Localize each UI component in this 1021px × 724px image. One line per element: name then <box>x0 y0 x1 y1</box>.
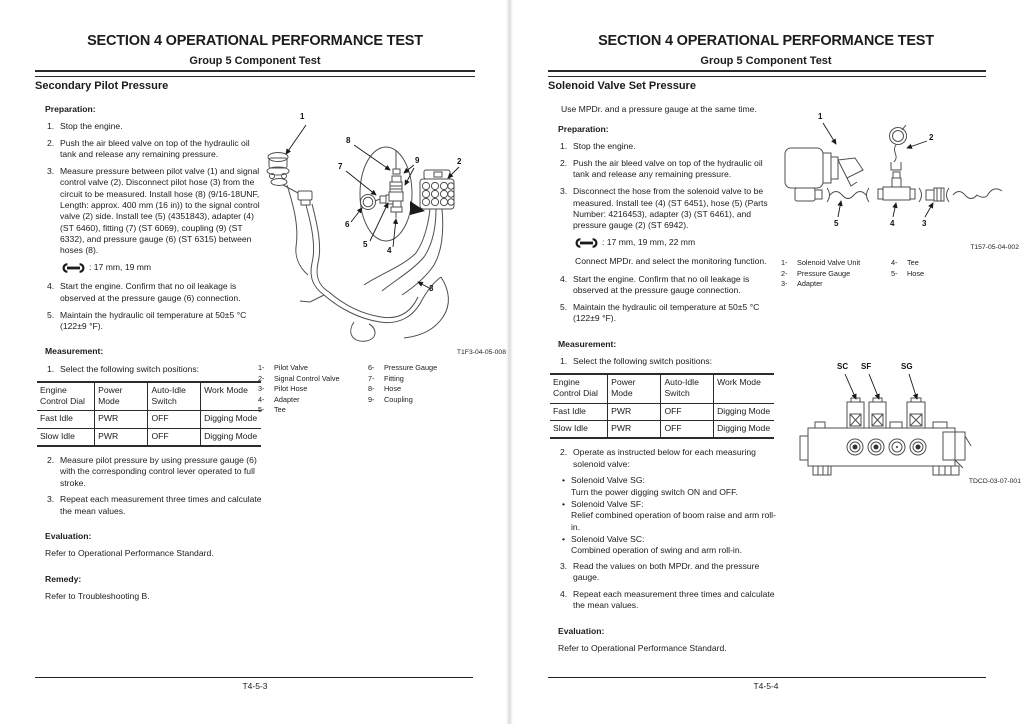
legend-label: Fitting <box>384 373 404 383</box>
table-row <box>37 428 261 446</box>
solenoid-coil-sf <box>869 398 886 428</box>
step-text: Select the following switch positions: <box>573 356 713 367</box>
prep-step <box>560 141 776 152</box>
step-text: Select the following switch positions: <box>60 363 200 374</box>
step-text: Maintain the hydraulic oil temperature at 50±5 °C (122±9 °F). <box>60 309 247 332</box>
bullet-text: Relief combined operation of boom raise and arm roll-in. <box>571 510 776 532</box>
table-row <box>37 411 261 428</box>
step-text: Repeat each measurement three times and calculate the mean values. <box>573 589 775 611</box>
table-row <box>550 403 774 420</box>
prep-step <box>560 302 776 325</box>
step-text: Measure pressure between pilot valve (1) and signal control valve (2). Disconnect pilot hose (3) from the circuit to be measured. Install hose (8) (9/16-18UNF, Length: approx. 400 mm (16 in)) to the signal control valve (2) side. Install tee (5) (4351843), adapter (4) (ST 6460), fitting (7) (ST 6069), coupling (9) (ST 6332), and pressure gauge (6) (ST 6315) between hoses (8). <box>60 165 260 256</box>
page-header <box>0 33 510 67</box>
legend-label: Signal Control Valve <box>274 373 340 383</box>
switch-position-table <box>550 373 774 439</box>
step-text: Measure pilot pressure by using pressure gauge (6) with the corresponding control lever operated to full stroke. <box>60 454 257 488</box>
prep-step <box>560 158 776 181</box>
legend-label: Adapter <box>797 279 823 289</box>
col-header-power-mode: Power Mode <box>608 374 661 403</box>
evaluation-text: Refer to Operational Performance Standard. <box>45 548 214 559</box>
pilot-pressure-figure <box>254 95 506 416</box>
callout-6: 6 <box>345 220 350 229</box>
solenoid-unit-figure <box>795 356 1021 485</box>
callout-1: 1 <box>818 112 823 121</box>
legend-label: Hose <box>907 268 925 278</box>
remedy-text: Refer to Troubleshooting B. <box>45 591 150 602</box>
legend-num: 2- <box>781 268 788 278</box>
step-text: Stop the engine. <box>573 141 636 152</box>
prep-step <box>47 310 263 333</box>
step-number: 2. <box>47 137 55 148</box>
col-header-auto-idle-switch: Auto-Idle Switch <box>148 382 201 411</box>
cell: Digging Mode <box>201 411 261 428</box>
topic-title: Solenoid Valve Set Pressure <box>548 80 696 92</box>
measure-step <box>47 364 263 375</box>
cell: OFF <box>148 428 201 446</box>
step-number: 1. <box>47 363 55 374</box>
legend-num: 3- <box>258 384 265 394</box>
label-sc: SC <box>837 362 849 371</box>
legend-num: 3- <box>781 279 788 289</box>
connect-mpdr-note: Connect MPDr. and select the monitoring function. <box>575 256 767 267</box>
legend-num: 8- <box>368 384 375 394</box>
step-text: Maintain the hydraulic oil temperature at 50±5 °C (122±9 °F). <box>573 301 760 324</box>
legend-num: 2- <box>258 373 265 383</box>
legend-label: Tee <box>907 258 919 267</box>
cell: Fast Idle <box>37 411 95 428</box>
step-text: Disconnect the hose from the solenoid valve to be measured. Install tee (4) (ST 6451), hose (5) (Parts Number: 4216453), adapter (3) (ST 6461), and pressure gauge (2) (ST 6942). <box>573 186 768 231</box>
step-text: Start the engine. Confirm that no oil leakage is observed at the pressure gauge connection. <box>573 273 750 296</box>
intro-text: Use MPDr. and a pressure gauge at the same time. <box>561 103 757 114</box>
footer-rule <box>35 677 473 678</box>
step-number: 3. <box>560 186 568 197</box>
callout-7: 7 <box>338 162 343 171</box>
cell: PWR <box>608 403 661 420</box>
prep-step <box>47 138 263 161</box>
legend-num: 6- <box>368 363 375 372</box>
table-header-row <box>37 382 261 411</box>
measure-step <box>560 356 776 367</box>
group-header-subtitle: Group 5 Component Test <box>700 55 832 67</box>
pilot-pressure-diagram <box>254 95 504 347</box>
page-number: T4-5-3 <box>242 681 268 691</box>
step-number: 4. <box>47 281 55 292</box>
legend-col-1 <box>258 363 368 416</box>
cell: Slow Idle <box>550 420 608 438</box>
solenoid-unit-diagram <box>795 356 1015 476</box>
table-row <box>550 420 774 438</box>
step-number: 2. <box>560 158 568 169</box>
legend-num: 5- <box>891 268 898 278</box>
callout-2: 2 <box>929 133 934 142</box>
wrench-icon <box>62 263 85 273</box>
legend-label: Hose <box>384 384 402 394</box>
evaluation-text: Refer to Operational Performance Standard. <box>558 643 727 654</box>
cell: OFF <box>148 411 201 428</box>
legend-label: Pilot Hose <box>274 384 308 394</box>
col-header-engine-control-dial: Engine Control Dial <box>550 374 608 403</box>
bullet-title: Solenoid Valve SC: <box>571 534 645 545</box>
step-number: 1. <box>560 356 568 367</box>
measure-step <box>560 561 776 584</box>
switch-position-table <box>37 381 261 447</box>
cell: PWR <box>95 428 148 446</box>
bullet-title: Solenoid Valve SF: <box>571 499 644 510</box>
callout-1: 1 <box>300 112 305 121</box>
legend-num: 5- <box>258 405 265 415</box>
legend-num: 4- <box>891 258 898 267</box>
legend-col-2 <box>368 363 506 416</box>
legend-label: Pressure Gauge <box>384 363 438 372</box>
header-double-rule <box>35 70 475 77</box>
step-number: 1. <box>560 141 568 152</box>
topic-title: Secondary Pilot Pressure <box>35 80 169 92</box>
measurement-label: Measurement: <box>45 346 104 357</box>
measure-step <box>560 589 776 612</box>
step-number: 5. <box>560 301 568 312</box>
solenoid-valve-sg-item <box>562 475 776 498</box>
prep-step <box>47 281 263 304</box>
step-number: 4. <box>560 273 568 284</box>
callout-4: 4 <box>890 219 895 228</box>
page-number: T4-5-4 <box>753 681 779 691</box>
page-seam <box>506 0 513 724</box>
callout-3: 3 <box>429 284 434 293</box>
label-sg: SG <box>901 362 913 371</box>
cell: Digging Mode <box>717 422 771 433</box>
legend-num: 4- <box>258 394 265 404</box>
evaluation-label: Evaluation: <box>558 625 605 636</box>
solenoid-coil-sg <box>907 398 925 428</box>
step-number: 1. <box>47 120 55 131</box>
prep-step <box>47 121 263 132</box>
manual-page-left <box>0 0 510 724</box>
wrench-icon <box>575 238 598 248</box>
remedy-label: Remedy: <box>45 573 82 584</box>
cell: Slow Idle <box>37 428 95 446</box>
col-header-auto-idle-switch: Auto-Idle Switch <box>661 374 714 403</box>
cell: Digging Mode <box>714 403 774 420</box>
measurement-label: Measurement: <box>558 338 617 349</box>
prep-step <box>560 274 776 297</box>
measure-step <box>560 447 776 470</box>
evaluation-label: Evaluation: <box>45 531 92 542</box>
step-text: Repeat each measurement three times and calculate the mean values. <box>60 494 262 516</box>
cell: PWR <box>95 411 148 428</box>
legend-label: Pilot Valve <box>274 363 308 372</box>
step-number: 5. <box>47 309 55 320</box>
figure-legend <box>254 363 506 416</box>
step-text: Start the engine. Confirm that no oil leakage is observed at the pressure gauge (6) connection. <box>60 281 241 303</box>
figure-code: TDCD-03-07-001 <box>968 478 1021 485</box>
legend-label: Adapter <box>274 394 300 404</box>
legend-label: Solenoid Valve Unit <box>797 258 861 267</box>
callout-8: 8 <box>346 136 351 145</box>
step-text: Push the air bleed valve on top of the hydraulic oil tank and release any remaining pressure. <box>60 137 250 160</box>
col-header-work-mode: Work Mode <box>714 374 774 403</box>
measure-step <box>47 455 263 489</box>
footer-rule <box>548 677 986 678</box>
solenoid-coil-sc <box>847 398 864 428</box>
cell: OFF <box>661 403 714 420</box>
step-number: 2. <box>560 447 568 458</box>
manual-page-right <box>511 0 1021 724</box>
wrench-sizes: : 17 mm, 19 mm, 22 mm <box>602 237 696 248</box>
figure-code: T1F3-04-05-008 <box>456 349 506 356</box>
callout-9: 9 <box>415 156 420 165</box>
group-header-subtitle: Group 5 Component Test <box>189 55 321 67</box>
callout-3: 3 <box>922 219 927 228</box>
figure-code: T157-05-04-002 <box>970 244 1019 251</box>
legend-label: Pressure Gauge <box>797 268 851 278</box>
step-number: 3. <box>47 494 55 505</box>
step-text: Operate as instructed below for each measuring solenoid valve: <box>573 447 756 469</box>
step-text: Stop the engine. <box>60 120 123 131</box>
legend-col-2 <box>891 258 1019 290</box>
wrench-sizes: : 17 mm, 19 mm <box>89 262 152 273</box>
solenoid-valve-sc-item <box>562 534 776 557</box>
legend-label: Coupling <box>384 394 413 404</box>
callout-2: 2 <box>457 157 462 166</box>
measure-step <box>47 494 263 517</box>
cell: Fast Idle <box>550 403 608 420</box>
cell: OFF <box>661 420 714 438</box>
preparation-label: Preparation: <box>558 123 609 134</box>
bullet-marker: • <box>562 475 566 486</box>
wrench-size-note <box>62 262 263 273</box>
col-header-work-mode: Work Mode <box>201 382 261 411</box>
bullet-marker: • <box>562 534 566 545</box>
prep-step <box>47 166 263 257</box>
legend-num: 1- <box>258 363 265 372</box>
solenoid-hookup-figure <box>777 100 1019 290</box>
callout-5: 5 <box>834 219 839 228</box>
step-number: 3. <box>560 560 568 571</box>
cell: Digging Mode <box>204 430 258 441</box>
cell: PWR <box>608 420 661 438</box>
section-header-title: SECTION 4 OPERATIONAL PERFORMANCE TEST <box>598 33 934 49</box>
section-header-title: SECTION 4 OPERATIONAL PERFORMANCE TEST <box>87 33 423 49</box>
legend-label: Tee <box>274 405 286 415</box>
legend-col-1 <box>781 258 891 290</box>
page-header <box>511 33 1021 67</box>
text-column <box>35 79 263 609</box>
step-number: 3. <box>47 165 55 176</box>
solenoid-valve-sf-item <box>562 499 776 533</box>
solenoid-hookup-diagram <box>777 100 1017 242</box>
wrench-size-note <box>575 237 776 248</box>
col-header-power-mode: Power Mode <box>95 382 148 411</box>
table-header-row <box>550 374 774 403</box>
col-header-engine-control-dial: Engine Control Dial <box>37 382 95 411</box>
preparation-label: Preparation: <box>45 103 96 114</box>
text-column <box>548 79 776 660</box>
bullet-text: Combined operation of swing and arm roll-in. <box>571 545 743 556</box>
legend-num: 1- <box>781 258 788 267</box>
step-text: Push the air bleed valve on top of the hydraulic oil tank and release any remaining pressure. <box>573 158 763 180</box>
step-number: 2. <box>47 454 55 465</box>
step-text: Read the values on both MPDr. and the pressure gauge. <box>573 560 760 583</box>
bullet-text: Turn the power digging switch ON and OFF. <box>571 486 738 497</box>
bullet-marker: • <box>562 499 566 510</box>
step-number: 4. <box>560 589 568 600</box>
legend-num: 7- <box>368 373 375 383</box>
callout-4: 4 <box>387 246 392 255</box>
header-double-rule <box>548 70 986 77</box>
bullet-title: Solenoid Valve SG: <box>571 475 645 486</box>
label-sf: SF <box>861 362 872 371</box>
callout-5: 5 <box>363 240 368 249</box>
legend-num: 9- <box>368 394 375 404</box>
figure-legend <box>777 258 1019 290</box>
prep-step <box>560 186 776 231</box>
